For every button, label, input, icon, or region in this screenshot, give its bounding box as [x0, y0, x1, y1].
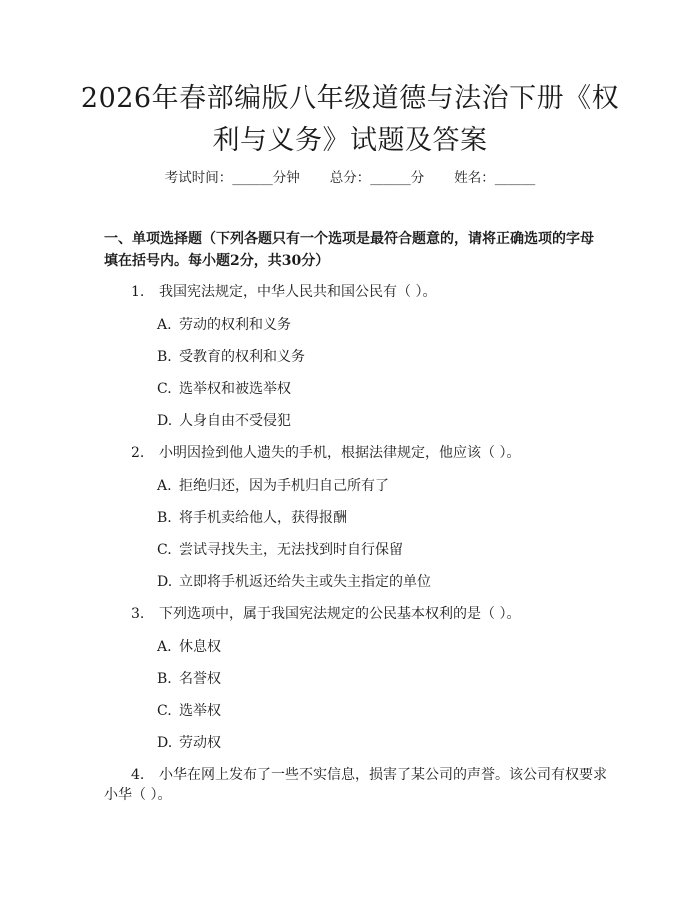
option-letter: C. — [157, 703, 172, 719]
option-letter: C. — [157, 542, 172, 558]
option-letter: A. — [157, 317, 172, 333]
question-stem: 小明因捡到他人遗失的手机，根据法律规定，他应该（ ）。 — [159, 445, 521, 461]
option-text: 立即将手机返还给失主或失主指定的单位 — [179, 574, 431, 590]
question-stem: 我国宪法规定，中华人民共和国公民有（ ）。 — [159, 284, 437, 300]
option-2b — [157, 508, 347, 528]
option-2c — [157, 540, 403, 560]
option-3a — [157, 637, 221, 657]
question-stem-line-1: 小华在网上发布了一些不实信息，损害了某公司的声誉。该公司有权要求 — [159, 767, 607, 783]
option-1d — [157, 411, 291, 431]
option-letter: A. — [157, 639, 172, 655]
option-text: 休息权 — [179, 639, 221, 655]
total-score-field: 总分：______分 — [329, 170, 425, 186]
option-letter: B. — [157, 671, 172, 687]
option-text: 劳动权 — [179, 735, 221, 751]
option-letter: C. — [157, 381, 172, 397]
section-header-single-choice: 一、单项选择题（下列各题只有一个选项是最符合题意的，请将正确选项的字母填在括号内。每小题2分，共30分） — [104, 231, 594, 269]
question-4-continued — [104, 785, 171, 805]
option-letter: D. — [157, 735, 173, 751]
option-2d — [157, 572, 431, 592]
option-3b — [157, 669, 221, 689]
question-number: 1. — [131, 284, 145, 300]
option-text: 劳动的权利和义务 — [179, 317, 291, 333]
question-number: 4. — [131, 767, 145, 783]
page-title: 2026年春部编版八年级道德与法治下册《权利与义务》试题及答案 — [80, 83, 620, 156]
option-letter: B. — [157, 510, 172, 526]
option-3c — [157, 701, 221, 721]
question-stem: 下列选项中，属于我国宪法规定的公民基本权利的是（ ）。 — [159, 606, 521, 622]
option-text: 尝试寻找失主，无法找到时自行保留 — [179, 542, 403, 558]
option-1a — [157, 315, 291, 335]
question-1 — [131, 282, 436, 302]
option-2a — [157, 476, 389, 496]
exam-time-field: 考试时间：______分钟 — [164, 170, 300, 186]
option-letter: A. — [157, 478, 172, 494]
option-text: 名誉权 — [179, 671, 221, 687]
question-3 — [131, 604, 520, 624]
option-1b — [157, 347, 305, 367]
exam-meta — [0, 168, 700, 188]
option-letter: B. — [157, 349, 172, 365]
option-1c — [157, 379, 291, 399]
option-text: 人身自由不受侵犯 — [179, 413, 291, 429]
option-text: 选举权和被选举权 — [179, 381, 291, 397]
question-2 — [131, 443, 520, 463]
option-text: 受教育的权利和义务 — [179, 349, 305, 365]
option-text: 将手机卖给他人，获得报酬 — [179, 510, 347, 526]
option-text: 拒绝归还，因为手机归自己所有了 — [179, 478, 389, 494]
question-number: 3. — [131, 606, 145, 622]
option-letter: D. — [157, 413, 173, 429]
question-stem-line-2: 小华（ ）。 — [104, 787, 172, 803]
question-4 — [131, 765, 607, 785]
option-3d — [157, 733, 221, 753]
option-text: 选举权 — [179, 703, 221, 719]
student-name-field: 姓名：______ — [454, 170, 536, 186]
option-letter: D. — [157, 574, 173, 590]
question-number: 2. — [131, 445, 145, 461]
